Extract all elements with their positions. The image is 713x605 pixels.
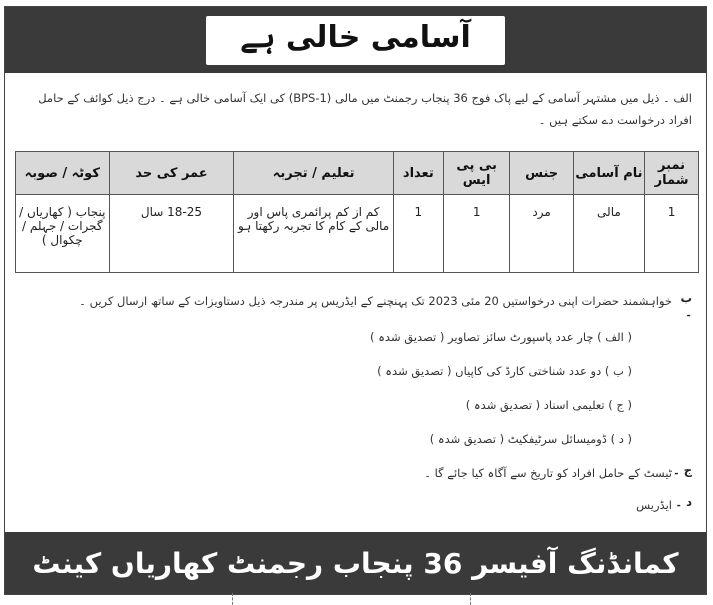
vacancy-table [15, 151, 699, 273]
extra-instructions [20, 463, 692, 527]
cut-guide-left [232, 593, 234, 605]
cell-quota-province: پنجاب ( کھاریاں / گجرات / جہلم / چکوال ) [16, 195, 110, 273]
advertisement-frame [4, 6, 707, 595]
list-item: ( الف ) چار عدد پاسپورٹ سائز تصاویر ( تصدیق شدہ ) [370, 330, 632, 344]
vacancy-heading: آسامی خالی ہے [206, 16, 505, 65]
instruction-c-text: ٹیسٹ کے حامل افراد کو تاریخ سے آگاہ کیا جائے گا ۔ [424, 466, 672, 480]
intro-paragraph: الف ۔ ذیل میں مشتہر آسامی کے لیے پاک فوج 36 پنجاب رجمنٹ میں مالی (BPS-1) کی ایک آسامی خالی ہے ۔ درج ذیل کوائف کے حامل افراد درخواست دے سکتے ہیں ۔ [38, 91, 692, 127]
cell-bps: 1 [443, 195, 510, 273]
header-bps: بی پی ایس [443, 152, 510, 195]
cut-guide-right [470, 593, 472, 605]
instructions-section [20, 291, 692, 461]
list-item: ( ب ) دو عدد شناختی کارڈ کی کاپیاں ( تصدیق شدہ ) [377, 364, 632, 378]
instruction-b-text: خواہشمند حضرات اپنی درخواستیں 20 مئی 2023 تک پہنچنے کے ایڈریس پر مندرجہ ذیل دستاویزات کے ساتھ ارسال کریں ۔ [79, 294, 672, 308]
header-age-limit: عمر کی حد [109, 152, 234, 195]
header-quantity: تعداد [393, 152, 443, 195]
address-label: ایڈریس [636, 498, 672, 512]
issuing-authority: کمانڈنگ آفیسر 36 پنجاب رجمنٹ کھاریاں کینٹ [32, 546, 679, 580]
header-gender: جنس [510, 152, 573, 195]
table-row [16, 195, 699, 273]
section-marker-b: ب ۔ [680, 291, 692, 319]
cell-gender: مرد [510, 195, 573, 273]
footer-banner [5, 532, 706, 594]
cell-serial-number: 1 [645, 195, 699, 273]
section-marker-c: ج ۔ [672, 463, 692, 477]
instruction-c [20, 463, 692, 483]
instruction-b [20, 291, 692, 319]
list-item: ( د ) ڈومیسائل سرٹیفکیٹ ( تصدیق شدہ ) [429, 432, 632, 446]
header-quota-province: کوٹہ / صوبہ [16, 152, 110, 195]
cell-post-name: مالی [573, 195, 644, 273]
documents-list [20, 325, 692, 451]
table-header-row [16, 152, 699, 195]
cell-quantity: 1 [393, 195, 443, 273]
cell-age-limit: 18-25 سال [109, 195, 234, 273]
header-post-name: نام آسامی [573, 152, 644, 195]
header-serial-number: نمبر شمار [645, 152, 699, 195]
cell-qualification: کم از کم پرائمری پاس اور مالی کے کام کا تجربہ رکھتا ہو [234, 195, 393, 273]
list-item: ( ج ) تعلیمی اسناد ( تصدیق شدہ ) [465, 398, 632, 412]
header-qualification: تعلیم / تجربہ [234, 152, 393, 195]
section-marker-d: د ۔ [675, 495, 692, 509]
header-banner [5, 7, 706, 73]
instruction-d [20, 495, 692, 515]
